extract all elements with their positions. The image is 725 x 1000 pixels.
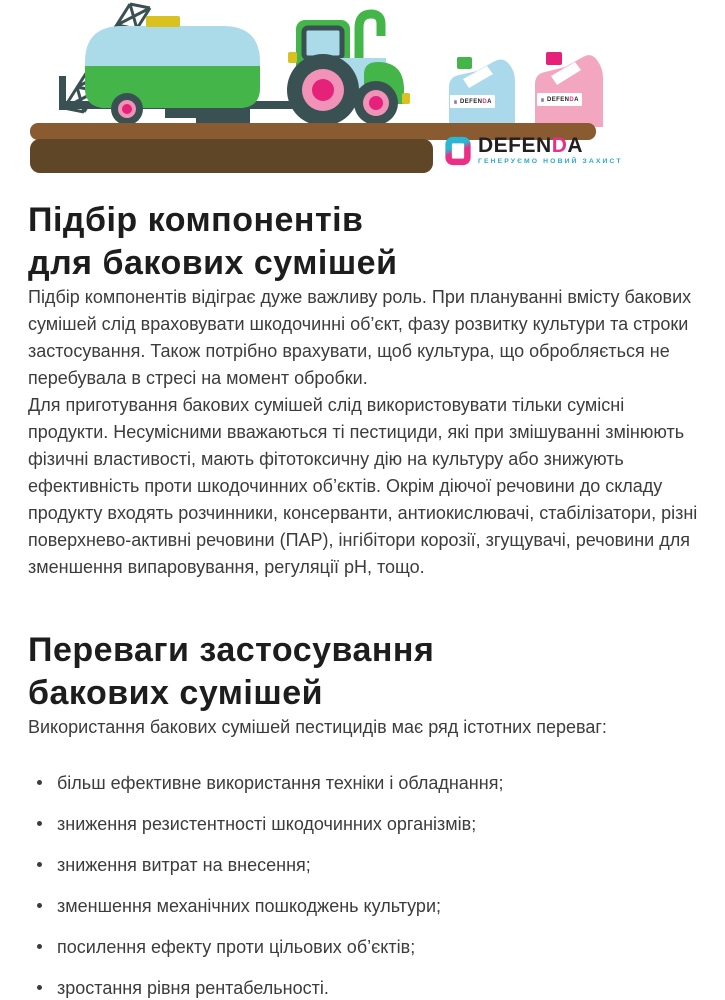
defenda-mini-icon [453, 99, 458, 105]
sprayer-tank [85, 16, 260, 108]
canister-pink [535, 52, 603, 127]
bullet-dot-icon [37, 821, 42, 826]
document-content [0, 199, 725, 1000]
benefits-title-line1: Переваги застосування [28, 631, 435, 669]
bullet-dot-icon [37, 903, 42, 908]
defenda-mini-icon [540, 97, 545, 103]
benefits-title [28, 629, 700, 714]
tractor-window [304, 28, 342, 58]
tractor-exhaust [359, 14, 381, 62]
page-title-line1: Підбір компонентів [28, 201, 364, 239]
defenda-logo-icon [445, 136, 471, 166]
canister-label-text: DEFENDA [547, 96, 579, 103]
benefits-title-line2: бакових сумішей [28, 673, 324, 712]
page-title-line2: для бакових сумішей [28, 243, 398, 282]
canister-blue [449, 57, 515, 127]
canister-label-text: DEFENDA [460, 98, 492, 105]
benefits-list [28, 771, 700, 1000]
tractor-front-wheel [354, 81, 398, 125]
bullet-dot-icon [37, 780, 42, 785]
defenda-logo-text [478, 136, 623, 165]
benefits-list-item: посилення ефекту проти цільових об’єктів; [28, 935, 700, 959]
components-paragraph-1: Підбір компонентів відіграє дуже важливу роль. При плануванні вмісту бакових сумішей слід враховувати шкодочинні об’єкт, фазу розвитку культури та строки застосування. Також потрібно врахувати, щоб культура, що обробляється не перебувала в стресі на момент обробки. [28, 287, 692, 388]
benefits-list-item: зниження витрат на внесення; [28, 853, 700, 877]
benefits-list-item: зниження резистентності шкодочинних організмів; [28, 812, 700, 836]
ground-bar-bottom [30, 139, 433, 173]
canister-blue-label [450, 95, 495, 108]
benefits-list-item: зменшення механічних пошкоджень культури; [28, 894, 700, 918]
bullet-dot-icon [37, 985, 42, 990]
benefits-intro: Використання бакових сумішей пестицидів має ряд істотних переваг: [28, 717, 607, 737]
benefits-list-item: зростання рівня рентабельності. [28, 976, 700, 1000]
benefits-list-item: більш ефективне використання техніки і обладнання; [28, 771, 700, 795]
defenda-logo [445, 136, 623, 166]
bullet-dot-icon [37, 862, 42, 867]
components-paragraph-2: Для приготування бакових сумішей слід використовувати тільки сумісні продукти. Несумісними вважаються ті пестициди, які при змішуванні змінюють фізичні властивості, мають фітотоксичну дію на культуру або знижують ефективність проти шкодочинних об’єктів. Окрім діючої речовини до складу продукту входять розчинники, консерванти, антиокислювачі, стабілізатори, різні поверхнево-активні речовини (ПАР), інгібітори корозії, згущувачі, речовини для зменшення випаровування, регуляції pH, тощо. [28, 395, 698, 577]
tractor [287, 14, 410, 126]
page-title [28, 199, 700, 284]
hero-illustration [0, 0, 725, 180]
tractor-rear-wheel [287, 54, 359, 126]
tank-filler-cap [146, 16, 180, 27]
trailer-wheel [111, 93, 143, 125]
defenda-logo-wordmark: DEFENDA [478, 134, 584, 157]
canister-pink-label [537, 93, 582, 106]
bullet-dot-icon [37, 944, 42, 949]
defenda-logo-tagline: ГЕНЕРУЄМО НОВИЙ ЗАХИСТ [478, 158, 623, 165]
